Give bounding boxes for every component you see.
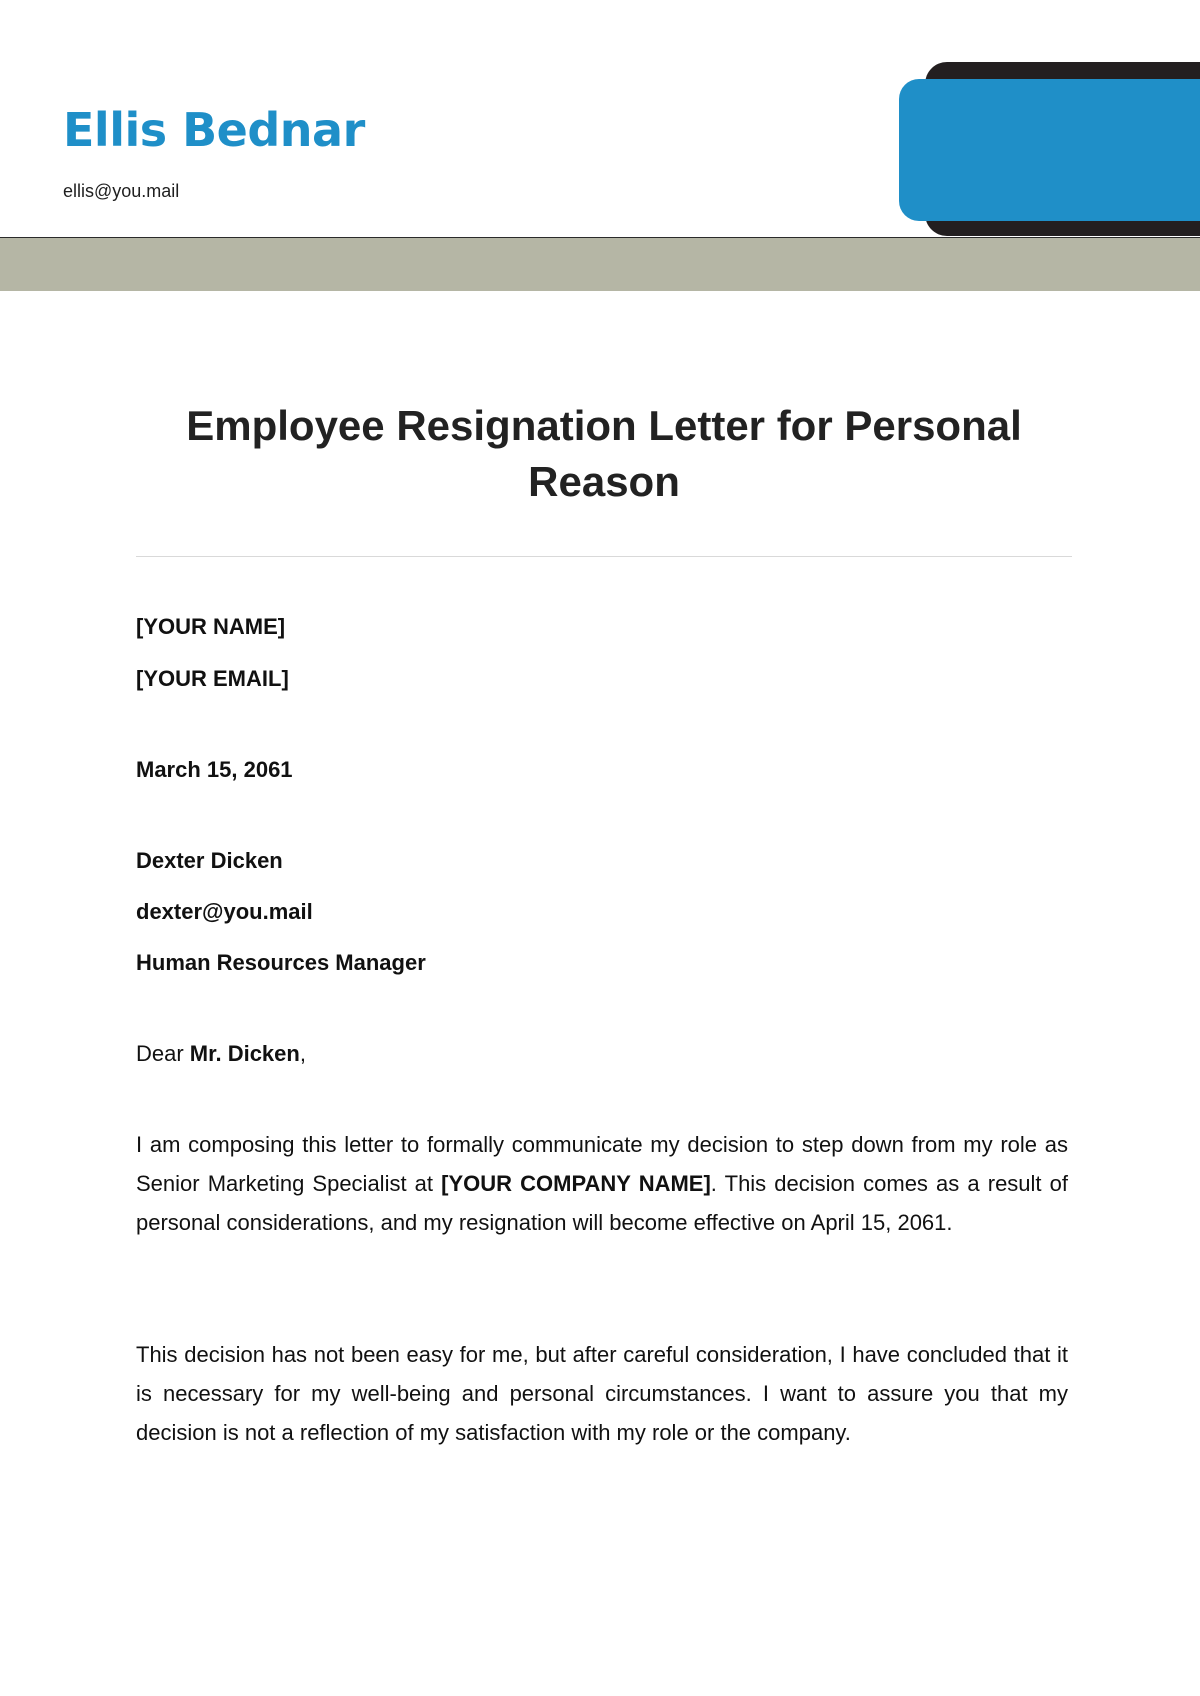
body-paragraph-1-part1: I am composing this letter to formally communicate my decision to step down from my role as Senior Marketing Specialist at [136,1132,1068,1196]
salutation-name: Mr. Dicken [189,1041,300,1066]
body-paragraph-2: This decision has not been easy for me, but after careful consideration, I have concluded that it is necessary for my well-being and personal circumstances. I want to assure you that my decision is not a reflection of my satisfaction with my role or the company. [136,1342,1068,1445]
recipient-email: dexter@you.mail [136,899,313,924]
company-name-placeholder: [YOUR COMPANY NAME] [441,1171,711,1196]
your-name-placeholder: [YOUR NAME] [136,614,286,639]
letter-date: March 15, 2061 [136,757,293,782]
sender-name-heading: Ellis Bednar [63,103,365,157]
salutation-suffix: , [299,1041,306,1066]
letterhead [0,0,1200,238]
recipient-name: Dexter Dicken [136,848,283,873]
header-band [0,238,1200,291]
body-paragraph-1 [136,1125,1068,1242]
recipient-title: Human Resources Manager [136,950,426,975]
decorative-blue-shape [899,79,1200,221]
document-title: Employee Resignation Letter for Personal Reason [186,402,1022,505]
your-email-placeholder: [YOUR EMAIL] [136,666,289,691]
salutation [136,1040,306,1068]
body-paragraph-1-part2: . This decision comes as a result of personal considerations, and my resignation will become effective on April 15, 2061. [136,1171,1068,1235]
salutation-prefix: Dear [136,1041,190,1066]
title-divider [136,556,1072,557]
sender-email: ellis@you.mail [63,181,180,201]
